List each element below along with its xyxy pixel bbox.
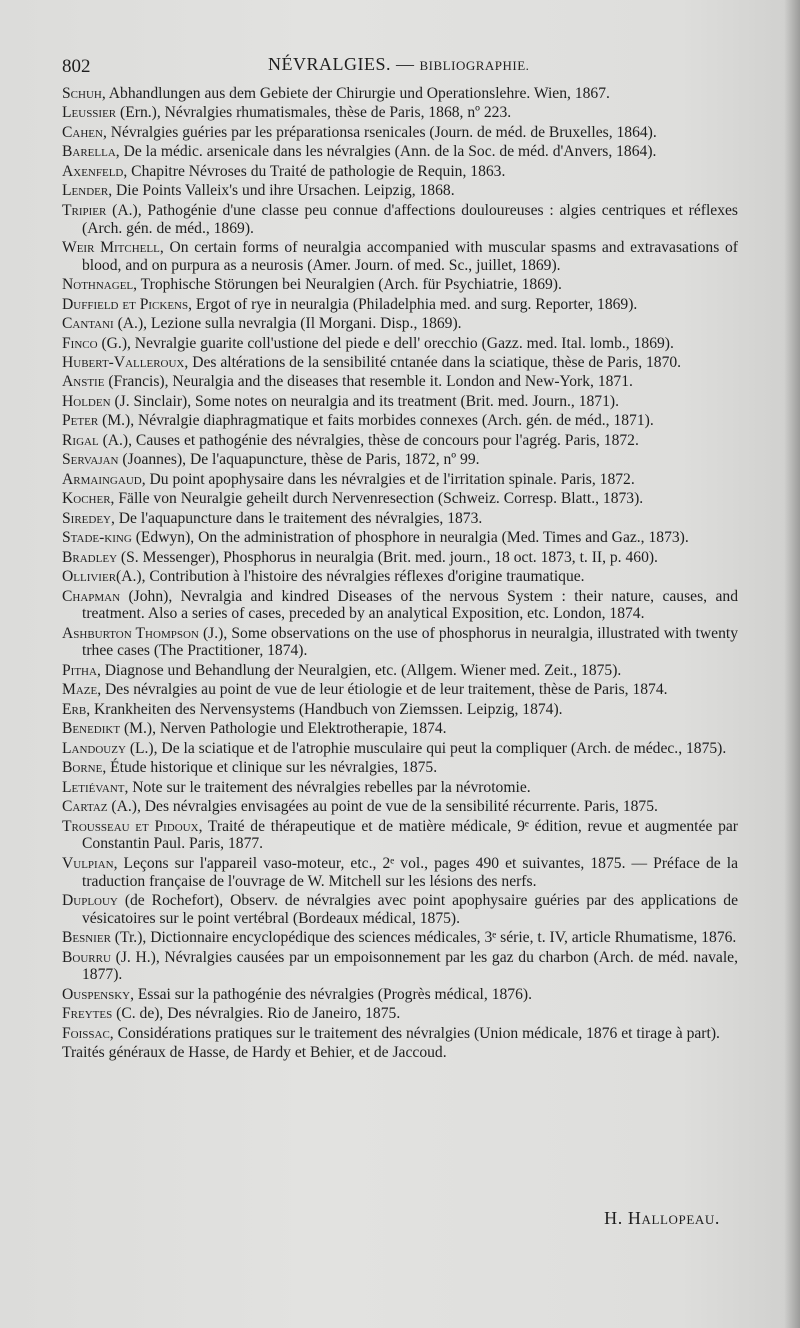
entry-text: , Fälle von Neuralgie geheilt durch Nervenresection (Schweiz. Corresp. Blatt., 1873).: [110, 490, 644, 508]
entry-author: Weir Mitchell: [62, 238, 160, 256]
bibliography-entry: [62, 818, 738, 853]
bibliography-entry: [62, 720, 738, 738]
bibliography-entry: [62, 529, 738, 547]
entry-text: (A.), Causes et pathogénie des névralgies, thèse de concours pour l'agrég. Paris, 1872.: [98, 431, 639, 449]
entry-text: , Trophische Störungen bei Neuralgien (Arch. für Psychiatrie, 1869).: [133, 276, 562, 294]
page-number: 802: [62, 56, 91, 77]
entry-text: Traités généraux de Hasse, de Hardy et Behier, et de Jaccoud.: [62, 1044, 447, 1062]
entry-author: Erb: [62, 700, 87, 718]
bibliography-entry: [62, 163, 738, 181]
entry-text: , Note sur le traitement des névralgies rebelles par la névrotomie.: [124, 778, 531, 796]
entry-text: (J. H.), Névralgies causées par un empoisonnement par les gaz du charbon (Arch. de méd. navale, 1877).: [82, 948, 738, 984]
entry-author: Siredey: [62, 509, 111, 527]
entry-author: Pitha: [62, 661, 97, 679]
entry-author: Armaingaud: [62, 470, 142, 488]
bibliography-entry: [62, 335, 738, 353]
entry-text: (de Rochefort), Observ. de névralgies avec point apophysaire guéries par des applications de vésicatoires sur le point vertébral (Bordeaux médical, 1875).: [82, 892, 738, 927]
entry-author: Nothnagel: [62, 276, 134, 294]
entry-text: , Des névralgies au point de vue de leur étiologie et de leur traitement, thèse de Paris, 1874.: [97, 681, 668, 699]
entry-author: Peter: [62, 412, 99, 430]
bibliography-entry: [62, 1005, 738, 1023]
entry-text: (A.), Des névralgies envisagées au point de vue de la sensibilité récurrente. Paris, 1875.: [107, 798, 658, 816]
running-title: [268, 54, 529, 75]
bibliography-entry: [62, 740, 738, 758]
entry-author: Finco: [62, 334, 98, 352]
bibliography-entry: [62, 276, 738, 294]
bibliography-entry: [62, 143, 738, 161]
entry-author: Rigal: [62, 431, 99, 449]
author-signature: H. Hallopeau.: [604, 1208, 720, 1228]
entry-author: Letiévant: [62, 778, 125, 796]
bibliography-entry: [62, 662, 738, 680]
entry-author: Ollivier: [62, 568, 117, 586]
entry-text: (J. Sinclair), Some notes on neuralgia and its treatment (Brit. med. Journ., 1871).: [110, 392, 619, 410]
entry-text: (S. Messenger), Phosphorus in neuralgia (Brit. med. journ., 18 oct. 1873, t. II, p. 460).: [117, 548, 658, 566]
bibliography-entry: [62, 625, 738, 660]
entry-text: , Abhandlungen aus dem Gebiete der Chirurgie und Operationslehre. Wien, 1867.: [101, 85, 610, 102]
bibliography-entry: [62, 85, 738, 103]
entry-text: (Joannes), De l'aquapuncture, thèse de Paris, 1872, nº 99.: [118, 451, 480, 469]
bibliography-entry: [62, 986, 738, 1004]
entry-author: Axenfeld: [62, 162, 124, 180]
bibliography-entry: [62, 759, 738, 777]
bibliography-entry: [62, 929, 738, 947]
bibliography-entry: [62, 490, 738, 508]
bibliography-entry: [62, 104, 738, 122]
entry-text: , Diagnose und Behandlung der Neuralgien, etc. (Allgem. Wiener med. Zeit., 1875).: [96, 661, 622, 679]
entry-author: Cartaz: [62, 798, 108, 816]
entry-text: , De la médic. arsenicale dans les névralgies (Ann. de la Soc. de méd. d'Anvers, 1864).: [115, 143, 657, 161]
bibliography-entry: [62, 412, 738, 430]
entry-author: Anstie: [62, 373, 105, 391]
bibliography-entry: [62, 124, 738, 142]
entry-author: Kocher: [62, 490, 111, 508]
entry-text: (Tr.), Dictionnaire encyclopédique des sciences médicales, 3ᵉ série, t. IV, article Rhumatisme, 1876.: [110, 929, 737, 947]
entry-text: , Étude historique et clinique sur les névralgies, 1875.: [102, 759, 438, 777]
entry-author: Freytes: [62, 1005, 113, 1023]
entry-text: (Ern.), Névralgies rhumatismales, thèse de Paris, 1868, nº 223.: [116, 104, 512, 122]
entry-text: (Francis), Neuralgia and the diseases that resemble it. London and New-York, 1871.: [104, 373, 633, 391]
entry-author: Leussier: [62, 104, 117, 122]
entry-text: (Edwyn), On the administration of phosphore in neuralgia (Med. Times and Gaz., 1873).: [131, 529, 689, 547]
bibliography-entry: [62, 855, 738, 890]
bibliography-entry: [62, 892, 738, 927]
entry-author: Barella: [62, 143, 116, 161]
entry-author: Duplouy: [62, 892, 118, 909]
running-header: [62, 52, 738, 82]
entry-text: (John), Nevralgia and kindred Diseases of the nervous System : their nature, causes, and treatment. Also a series of cases, preceded by an analytical Exposition, etc. London, 1874.: [82, 587, 738, 623]
entry-author: Cantani: [62, 315, 114, 333]
running-title-sub: BIBLIOGRAPHIE.: [419, 58, 530, 73]
entry-author: Chapman: [62, 587, 121, 605]
bibliography-entry: [62, 451, 738, 469]
entry-text: , Die Points Valleix's und ihre Ursachen. Leipzig, 1868.: [108, 182, 455, 200]
entry-text: , On certain forms of neuralgia accompanied with muscular spasms and extravasations of blood, and on purpura as a neurosis (Amer. Journ. of med. Sc., juillet, 1869).: [82, 238, 738, 274]
entry-text: (M.), Névralgie diaphragmatique et faits morbides connexes (Arch. gén. de méd., 1871).: [98, 412, 654, 430]
entry-text: , Traité de thérapeutique et de matière médicale, 9ᵉ édition, revue et augmentée par Constantin Paul. Paris, 1877.: [82, 817, 738, 853]
entry-author: Borne: [62, 759, 103, 777]
bibliography-entry: [62, 315, 738, 333]
bibliography-entry: [62, 588, 738, 623]
entry-text: (M.), Nerven Pathologie und Elektrotherapie, 1874.: [120, 720, 447, 738]
bibliography-entry: [62, 393, 738, 411]
entry-text: (A.), Contribution à l'histoire des névralgies réflexes d'origine traumatique.: [116, 568, 585, 586]
entry-author: Besnier: [62, 929, 111, 947]
bibliography-list: [62, 85, 738, 1064]
bibliography-entry: [62, 701, 738, 719]
entry-author: Servajan: [62, 451, 119, 469]
entry-text: (C. de), Des névralgies. Rio de Janeiro, 1875.: [112, 1005, 401, 1023]
entry-text: , Leçons sur l'appareil vaso-moteur, etc., 2ᵉ vol., pages 490 et suivantes, 1875. — Préface de la traduction française de l'ouvrage de W. Mitchell sur les lésions des nerfs.: [82, 854, 738, 890]
entry-text: , Considérations pratiques sur le traitement des névralgies (Union médicale, 1876 et tirage à part).: [109, 1024, 720, 1042]
bibliography-entry: [62, 202, 738, 237]
bibliography-entry: [62, 373, 738, 391]
bibliography-entry: [62, 239, 738, 274]
entry-author: Duffield et Pickens: [62, 295, 189, 313]
entry-author: Bourru: [62, 948, 111, 966]
entry-author: Ouspensky: [62, 985, 131, 1003]
running-title-separator: —: [391, 54, 420, 74]
entry-text: (G.), Nevralgie guarite coll'ustione del piede e dell' orecchio (Gazz. med. Ital. lomb., 1869).: [97, 334, 674, 352]
entry-text: , De l'aquapuncture dans le traitement des névralgies, 1873.: [111, 509, 483, 527]
entry-author: Trousseau et Pidoux: [62, 817, 199, 835]
entry-text: (L.), De la sciatique et de l'atrophie musculaire qui peut la compliquer (Arch. de médec., 1875).: [125, 739, 727, 757]
entry-text: (J.), Some observations on the use of phosphorus in neuralgia, illustrated with twenty trhee cases (The Practitioner, 1874).: [82, 624, 738, 660]
entry-text: , Des altérations de la sensibilité cntanée dans la sciatique, thèse de Paris, 1870.: [184, 354, 682, 371]
bibliography-entry: [62, 432, 738, 450]
entry-author: Cahen: [62, 123, 103, 141]
entry-author: Benedikt: [62, 720, 121, 738]
entry-author: Hubert-Valleroux: [62, 354, 185, 371]
bibliography-entry: [62, 510, 738, 528]
entry-text: (A.), Lezione sulla nevralgia (Il Morgani. Disp., 1869).: [113, 315, 462, 333]
entry-author: Vulpian: [62, 854, 114, 872]
page-edge-shadow: [784, 0, 800, 1328]
entry-author: Stade-king: [62, 529, 132, 547]
entry-author: Holden: [62, 392, 111, 410]
bibliography-entry: [62, 681, 738, 699]
entry-text: (A.), Pathogénie d'une classe peu connue d'affections douloureuses : algies centriques et réflexes (Arch. gén. de méd., 1869).: [82, 201, 738, 237]
entry-author: Ashburton Thompson: [62, 624, 199, 642]
entry-text: , Névralgies guéries par les préparationsa rsenicales (Journ. de méd. de Bruxelles, 1864).: [102, 123, 657, 141]
entry-author: Bradley: [62, 548, 118, 566]
entry-author: Foissac: [62, 1024, 110, 1042]
bibliography-entry: [62, 354, 738, 372]
bibliography-entry: [62, 779, 738, 797]
entry-text: , Krankheiten des Nervensystems (Handbuch von Ziemssen. Leipzig, 1874).: [86, 700, 563, 718]
entry-author: Landouzy: [62, 739, 126, 757]
entry-text: , Chapitre Névroses du Traité de pathologie de Requin, 1863.: [123, 162, 506, 180]
bibliography-entry: [62, 1044, 738, 1062]
entry-author: Maze: [62, 681, 98, 699]
entry-text: , Essai sur la pathogénie des névralgies (Progrès médical, 1876).: [130, 985, 532, 1003]
entry-author: Tripier: [62, 201, 107, 219]
entry-text: , Du point apophysaire dans les névralgies et de l'irritation spinale. Paris, 1872.: [141, 470, 635, 488]
running-title-main: NÉVRALGIES.: [268, 54, 391, 74]
entry-author: Lender: [62, 182, 109, 200]
entry-author: Schuh: [62, 85, 102, 102]
entry-text: , Ergot of rye in neuralgia (Philadelphia med. and surg. Reporter, 1869).: [188, 295, 638, 313]
bibliography-entry: [62, 296, 738, 314]
bibliography-entry: [62, 949, 738, 984]
bibliography-entry: [62, 549, 738, 567]
bibliography-entry: [62, 798, 738, 816]
bibliography-entry: [62, 1025, 738, 1043]
bibliography-entry: [62, 182, 738, 200]
bibliography-entry: [62, 471, 738, 489]
bibliography-entry: [62, 568, 738, 586]
